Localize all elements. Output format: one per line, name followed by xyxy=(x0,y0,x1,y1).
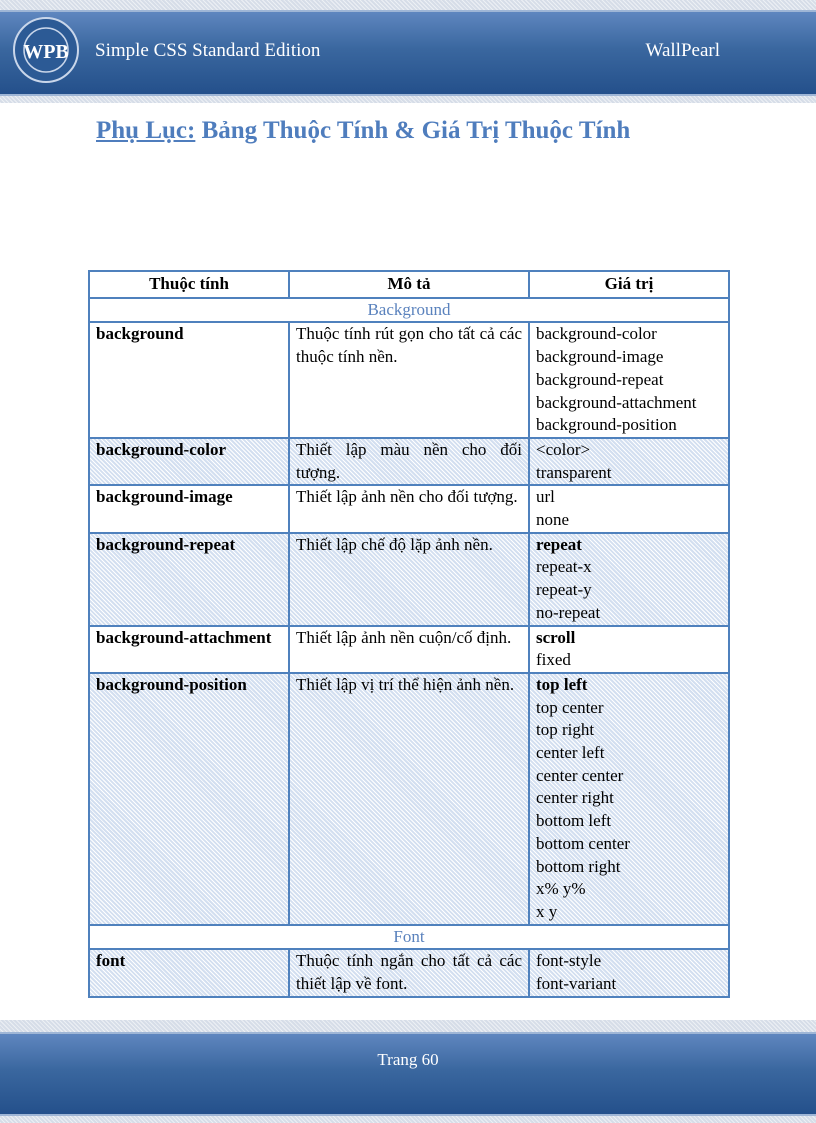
property-description: Thiết lập vị trí thể hiện ảnh nền. xyxy=(289,673,529,925)
property-value: bottom center xyxy=(536,833,630,853)
document-title: Simple CSS Standard Edition xyxy=(95,40,321,61)
property-value: background-attachment xyxy=(536,392,697,412)
header-description: Mô tả xyxy=(289,271,529,298)
page-title xyxy=(96,117,630,145)
table-row xyxy=(89,626,729,673)
property-value: bottom right xyxy=(536,856,621,876)
property-value: none xyxy=(536,510,570,530)
table-row xyxy=(89,949,729,996)
table-header-row xyxy=(89,271,729,298)
property-value: repeat-y xyxy=(536,580,592,600)
property-value: center left xyxy=(536,743,605,763)
header-values: Giá trị xyxy=(529,271,729,298)
wallpearl-logo-icon xyxy=(12,16,80,84)
table-row xyxy=(89,485,729,532)
property-description: Thiết lập chế độ lặp ảnh nền. xyxy=(289,533,529,626)
table-row xyxy=(89,673,729,925)
header-property: Thuộc tính xyxy=(89,271,289,298)
section-label: Font xyxy=(89,925,729,950)
section-label: Background xyxy=(89,298,729,323)
logo-text: WPB xyxy=(23,41,69,63)
property-name: background-repeat xyxy=(89,533,289,626)
property-value: repeat xyxy=(536,534,582,554)
property-values xyxy=(529,626,729,673)
property-value: background-image xyxy=(536,347,664,367)
property-values xyxy=(529,485,729,532)
property-description: Thiết lập ảnh nền cho đối tượng. xyxy=(289,485,529,532)
property-value: background-repeat xyxy=(536,369,664,389)
property-values xyxy=(529,673,729,925)
property-values xyxy=(529,949,729,996)
property-value: top right xyxy=(536,720,595,740)
section-row xyxy=(89,925,729,950)
property-value: x y xyxy=(536,901,558,921)
property-value: repeat-x xyxy=(536,557,592,577)
property-values xyxy=(529,322,729,438)
footer-band xyxy=(0,1032,816,1116)
property-value: background-color xyxy=(536,324,657,344)
table-row xyxy=(89,438,729,485)
property-value: bottom left xyxy=(536,811,612,831)
property-description: Thiết lập ảnh nền cuộn/cố định. xyxy=(289,626,529,673)
property-value: transparent xyxy=(536,462,612,482)
property-name: font xyxy=(89,949,289,996)
table-row xyxy=(89,533,729,626)
page-footer xyxy=(0,1020,816,1123)
property-name: background-image xyxy=(89,485,289,532)
property-value: font-style xyxy=(536,951,602,971)
property-value: background-position xyxy=(536,415,677,435)
brand-name: WallPearl xyxy=(645,40,720,61)
table-body xyxy=(89,298,729,997)
property-description: Thiết lập màu nền cho đối tượng. xyxy=(289,438,529,485)
property-value: font-variant xyxy=(536,974,617,994)
property-description: Thuộc tính rút gọn cho tất cả các thuộc tính nền. xyxy=(289,322,529,438)
page-title-rest: Bảng Thuộc Tính & Giá Trị Thuộc Tính xyxy=(195,117,631,144)
section-row xyxy=(89,298,729,323)
property-value: no-repeat xyxy=(536,602,601,622)
property-value: center center xyxy=(536,765,624,785)
property-description: Thuộc tính ngắn cho tất cả các thiết lập về font. xyxy=(289,949,529,996)
page-number: Trang 60 xyxy=(377,1050,439,1069)
property-values xyxy=(529,533,729,626)
property-value: x% y% xyxy=(536,879,586,899)
property-value: top left xyxy=(536,674,588,694)
page-title-prefix: Phụ Lục: xyxy=(96,117,196,144)
property-value: center right xyxy=(536,788,614,808)
property-value: url xyxy=(536,487,555,507)
page-header xyxy=(0,0,816,103)
property-value: fixed xyxy=(536,650,571,670)
table-row xyxy=(89,322,729,438)
property-name: background-attachment xyxy=(89,626,289,673)
property-value: <color> xyxy=(536,439,591,459)
property-name: background-color xyxy=(89,438,289,485)
property-value: scroll xyxy=(536,627,576,647)
property-table xyxy=(88,270,730,998)
property-name: background-position xyxy=(89,673,289,925)
property-values xyxy=(529,438,729,485)
property-name: background xyxy=(89,322,289,438)
property-value: top center xyxy=(536,697,604,717)
